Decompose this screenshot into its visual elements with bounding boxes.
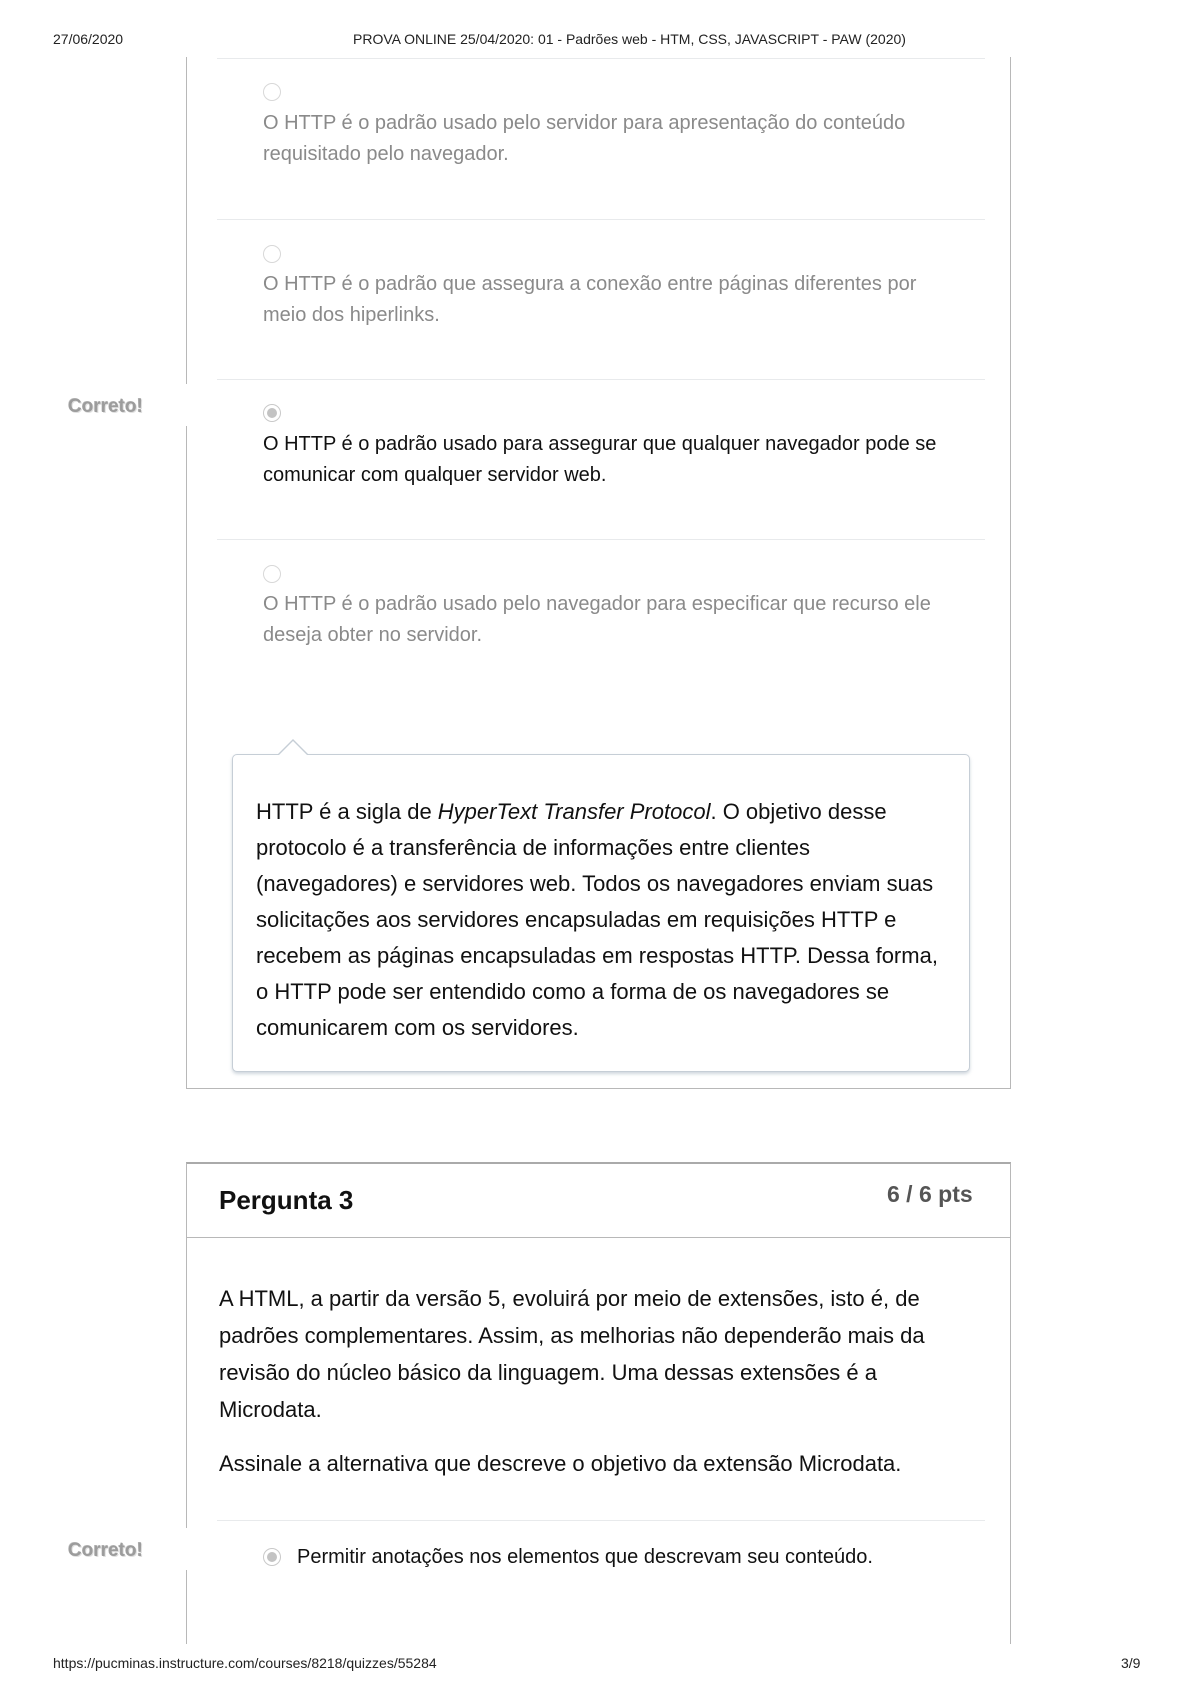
answer-text-2: O HTTP é o padrão que assegura a conexão entre páginas diferentes por meio dos hiperlinks. [263, 273, 917, 326]
answer-divider [217, 539, 985, 540]
feedback-arrow-fill [278, 741, 308, 756]
print-url: https://pucminas.instructure.com/courses/8218/quizzes/55284 [53, 1655, 437, 1671]
question-3-header-divider [187, 1237, 1010, 1238]
correct-answer-label: Correto! [68, 1536, 143, 1566]
question-title: Pergunta 3 [219, 1185, 354, 1215]
answer-radio-1[interactable] [263, 83, 281, 101]
feedback-text-start: HTTP é a sigla de [256, 799, 438, 824]
answer-radio-3-selected[interactable] [263, 404, 281, 422]
correct-answer-label: Correto! [68, 392, 143, 422]
question-prompt: Assinale a alternativa que descreve o objetivo da extensão Microdata. [219, 1451, 902, 1476]
answer-text-3: O HTTP é o padrão usado para assegurar que qualquer navegador pode se comunicar com qualquer servidor web. [263, 433, 937, 486]
answer-divider [217, 219, 985, 220]
answer-divider [217, 1520, 985, 1521]
feedback-text [256, 794, 956, 1046]
answer-radio-2[interactable] [263, 245, 281, 263]
answer-radio-4[interactable] [263, 565, 281, 583]
correct-label-gap [184, 384, 188, 426]
answer-text-1: O HTTP é o padrão usado pelo servidor para apresentação do conteúdo requisitado pelo navegador. [263, 112, 906, 165]
correct-label-gap [184, 1528, 188, 1570]
answer-text-4: O HTTP é o padrão usado pelo navegador para especificar que recurso ele deseja obter no servidor. [263, 593, 931, 646]
answer-text: Permitir anotações nos elementos que descrevam seu conteúdo. [297, 1546, 873, 1568]
answer-divider [217, 58, 985, 59]
print-date: 27/06/2020 [53, 31, 124, 47]
print-page-number: 3/9 [1121, 1655, 1141, 1671]
answer-divider [217, 379, 985, 380]
answer-radio-selected[interactable] [263, 1548, 281, 1566]
print-title: PROVA ONLINE 25/04/2020: 01 - Padrões web - HTM, CSS, JAVASCRIPT - PAW (2020) [353, 31, 906, 47]
feedback-term: HyperText Transfer Protocol [437, 799, 711, 824]
feedback-text-rest: . O objetivo desse protocolo é a transferência de informações entre clientes (navegadores) e servidores web. Todos os navegadores enviam suas solicitações aos servidores encapsuladas em requisições HTTP e recebem as páginas encapsuladas em respostas HTTP. Dessa forma, o HTTP pode ser entendido como a forma de os navegadores se comunicarem com os servidores. [256, 799, 938, 1040]
question-points: 6 / 6 pts [887, 1181, 973, 1207]
question-text: A HTML, a partir da versão 5, evoluirá por meio de extensões, isto é, de padrões complementares. Assim, as melhorias não dependerão mais da revisão do núcleo básico da linguagem. Uma dessas extensões é a Microdata. [219, 1286, 925, 1422]
